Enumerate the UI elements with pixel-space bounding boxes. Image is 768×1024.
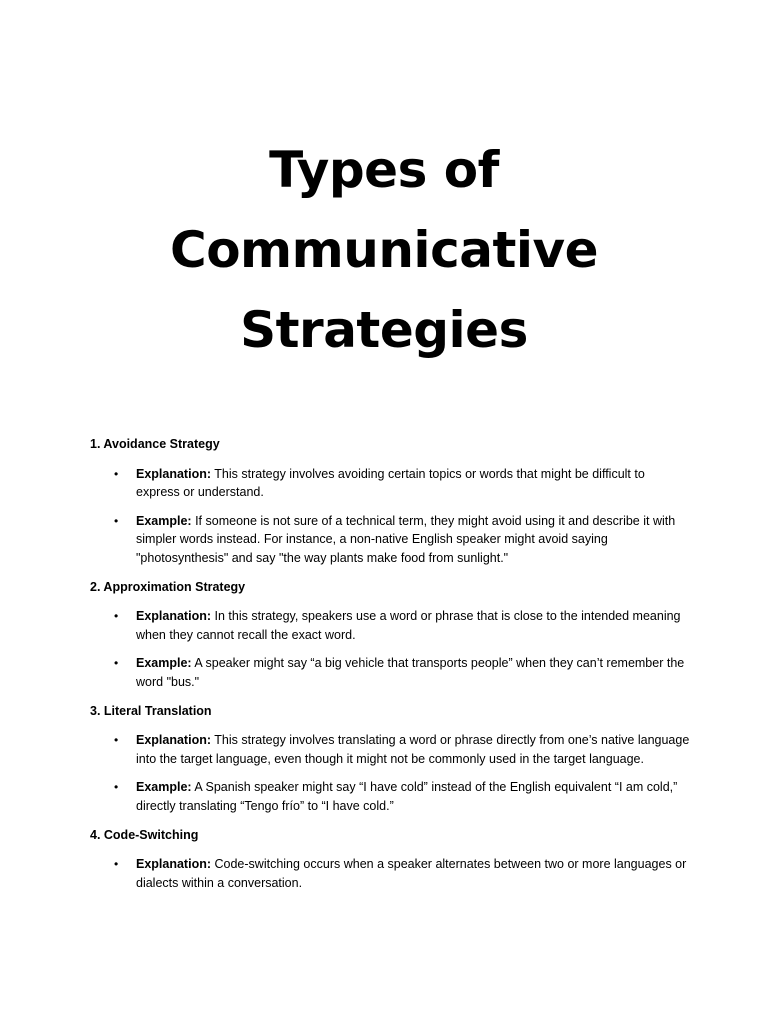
item-label: Explanation:	[136, 466, 212, 481]
item-label: Example:	[136, 780, 192, 795]
bullet-icon: •	[114, 609, 119, 624]
item-text: If someone is not sure of a technical term, they might avoid using it and describe it with simpler words instead. For instance, a non-native English speaker might avoid saying "photosynthesis" and say "the way plants make food from sunlight."	[136, 513, 676, 565]
item-text: In this strategy, speakers use a word or phrase that is close to the intended meaning when they cannot recall the exact word.	[136, 609, 681, 642]
list-item	[90, 512, 690, 568]
item-text: This strategy involves avoiding certain topics or words that might be difficult to express or understand.	[136, 466, 645, 500]
item-label: Explanation:	[136, 857, 212, 872]
item-text: A speaker might say “a big vehicle that transports people” when they can’t remember the word "bus."	[136, 656, 685, 689]
bullet-list	[90, 465, 690, 568]
section-heading: 2. Approximation Strategy	[90, 579, 246, 594]
bullet-list	[90, 855, 690, 892]
title-line-3: Strategies	[240, 300, 528, 359]
section-heading: 4. Code-Switching	[90, 827, 199, 842]
section-heading: 1. Avoidance Strategy	[90, 437, 220, 451]
bullet-icon: •	[114, 513, 119, 528]
document-title	[0, 130, 768, 370]
section-avoidance-strategy	[90, 435, 690, 568]
item-text: This strategy involves translating a word or phrase directly from one’s native language into the target language, even though it might not be commonly used in the target language.	[136, 733, 690, 766]
bullet-icon: •	[114, 780, 119, 795]
section-approximation-strategy	[90, 578, 690, 692]
list-item	[90, 465, 690, 502]
item-label: Example:	[136, 656, 192, 671]
item-text: A Spanish speaker might say “I have cold” instead of the English equivalent “I am cold,” directly translating “Tengo frío” to “I have cold.”	[136, 780, 678, 813]
bullet-icon: •	[114, 733, 119, 748]
bullet-icon: •	[114, 857, 119, 872]
section-heading: 3. Literal Translation	[90, 703, 212, 718]
title-line-1: Types of	[269, 140, 499, 199]
list-item	[90, 778, 690, 815]
item-label: Example:	[136, 513, 192, 528]
title-line-2: Communicative	[170, 220, 598, 279]
list-item	[90, 855, 690, 892]
item-label: Explanation:	[136, 609, 212, 624]
item-text: Code-switching occurs when a speaker alternates between two or more languages or dialects within a conversation.	[136, 857, 687, 890]
bullet-icon: •	[114, 466, 119, 481]
bullet-icon: •	[114, 656, 119, 671]
list-item	[90, 607, 690, 644]
document-body	[90, 435, 690, 902]
bullet-list	[90, 607, 690, 691]
list-item	[90, 731, 690, 768]
section-code-switching	[90, 826, 690, 893]
list-item	[90, 654, 690, 691]
bullet-list	[90, 731, 690, 815]
item-label: Explanation:	[136, 733, 212, 748]
section-literal-translation	[90, 702, 690, 816]
